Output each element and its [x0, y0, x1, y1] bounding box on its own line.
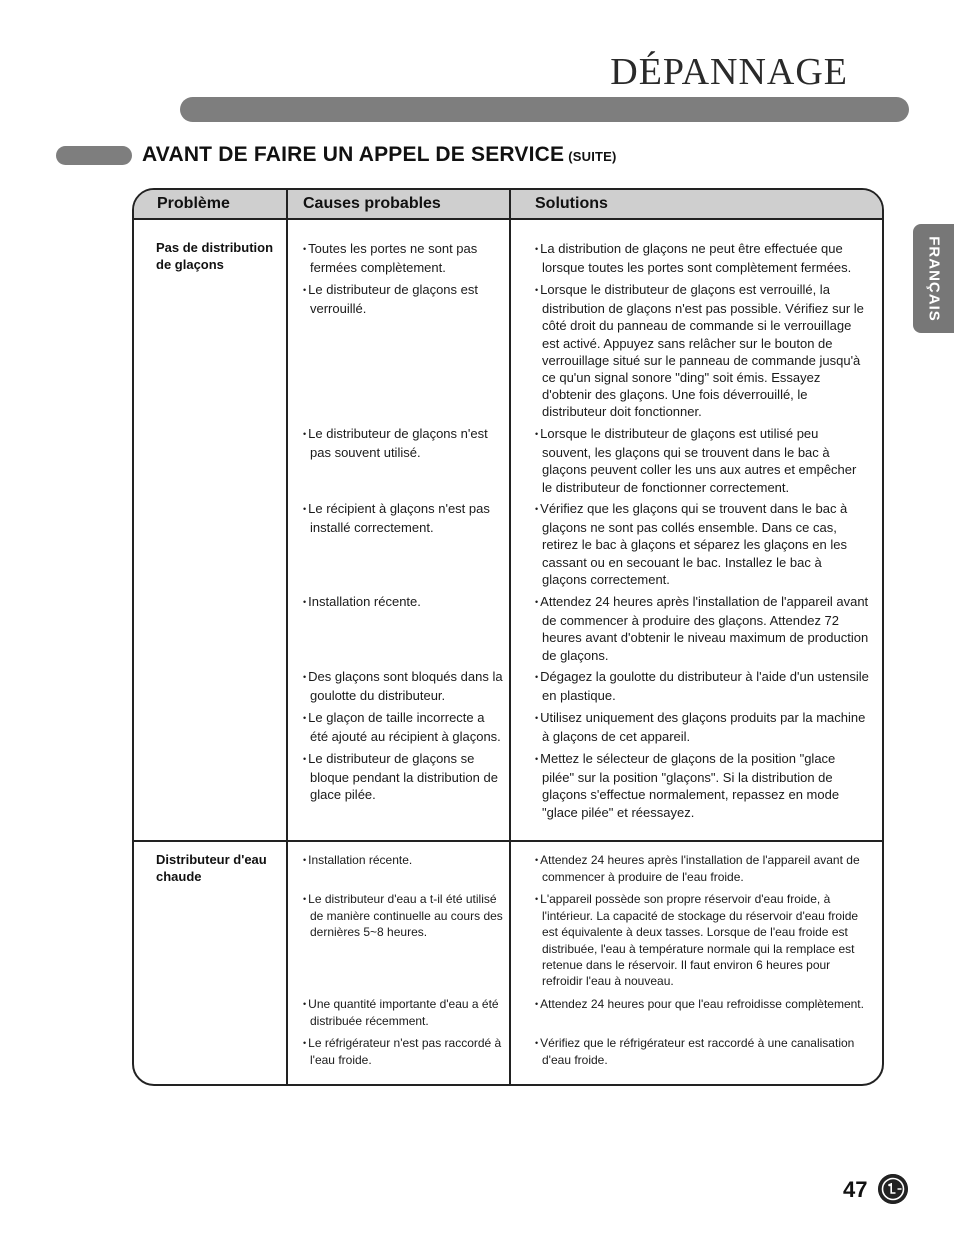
header-bar	[180, 97, 909, 122]
section-heading	[142, 143, 617, 167]
header-causes: Causes probables	[303, 195, 441, 212]
solution-item: • Vérifiez que les glaçons qui se trouvent dans le bac à glaçons ne sont pas collés ensemble. Dans ce cas, retirez le bac à glaçons et séparez les glaçons en les cassant ou en secouant le bac. Installez le bac à glaçons correctement.	[535, 500, 869, 588]
column-divider	[509, 190, 511, 1084]
solution-item: • Attendez 24 heures après l'installation de l'appareil avant de commencer à produire de l'eau froide.	[535, 852, 869, 885]
page-number: 47	[843, 1177, 868, 1202]
column-divider	[286, 190, 288, 1084]
solution-item: • Vérifiez que le réfrigérateur est raccordé à une canalisation d'eau froide.	[535, 1035, 869, 1068]
header-solutions: Solutions	[535, 195, 608, 212]
solution-item: • Lorsque le distributeur de glaçons est utilisé peu souvent, les glaçons qui se trouvent dans le bac à glaçons peuvent coller les uns aux autres et empêcher le distributeur de fonctionner correctement.	[535, 425, 869, 496]
cause-item: • Le récipient à glaçons n'est pas installé correctement.	[303, 500, 503, 536]
cause-item: • Une quantité importante d'eau a été distribuée récemment.	[303, 996, 503, 1029]
cause-item: • Le distributeur de glaçons n'est pas souvent utilisé.	[303, 425, 503, 461]
cause-item: • Le glaçon de taille incorrecte a été ajouté au récipient à glaçons.	[303, 709, 503, 745]
cause-item: • Le réfrigérateur n'est pas raccordé à l'eau froide.	[303, 1035, 503, 1068]
cause-item: • Installation récente.	[303, 593, 503, 612]
solution-item: • Dégagez la goulotte du distributeur à l'aide d'un ustensile en plastique.	[535, 668, 869, 704]
cause-item: • Le distributeur de glaçons se bloque pendant la distribution de glace pilée.	[303, 750, 503, 804]
table-header-row	[134, 190, 882, 220]
header-probleme: Problème	[157, 195, 230, 212]
section-heading-text: AVANT DE FAIRE UN APPEL DE SERVICE	[142, 143, 565, 166]
section-heading-suffix: (SUITE)	[568, 149, 617, 164]
solution-item: • La distribution de glaçons ne peut être effectuée que lorsque toutes les portes sont complètement fermées.	[535, 240, 869, 276]
cause-item: • Toutes les portes ne sont pas fermées complètement.	[303, 240, 503, 276]
section-pill	[56, 146, 132, 165]
troubleshooting-table	[132, 188, 884, 1086]
solution-item: • Attendez 24 heures pour que l'eau refroidisse complètement.	[535, 996, 869, 1013]
row-divider	[134, 840, 882, 842]
cause-item: • Le distributeur de glaçons est verrouillé.	[303, 281, 503, 317]
problem-label: Pas de distribution de glaçons	[156, 240, 274, 272]
lg-logo-icon	[878, 1174, 908, 1204]
cause-item: • Des glaçons sont bloqués dans la goulotte du distributeur.	[303, 668, 503, 704]
problem-label: Distributeur d'eau chaude	[156, 852, 267, 884]
language-tab-label: FRANÇAIS	[925, 235, 942, 322]
language-tab	[913, 224, 954, 333]
cause-item: • Installation récente.	[303, 852, 503, 869]
cause-item: • Le distributeur d'eau a t-il été utilisé de manière continuelle au cours des dernières 5~8 heures.	[303, 891, 503, 941]
solution-item: • Attendez 24 heures après l'installation de l'appareil avant de commencer à produire des glaçons. Attendez 72 heures avant d'obtenir le niveau maximum de production de glaçons.	[535, 593, 869, 664]
solution-item: • Lorsque le distributeur de glaçons est verrouillé, la distribution de glaçons n'est pas possible. Vérifiez sur le côté droit du panneau de commande si le verrouillage est activé. Appuyez sans relâcher sur le bouton de verrouillage situé sur le panneau de commande jusqu'à ce qu'un signal sonore "ding" soit émis. Essayez d'obtenir des glaçons. Une fois déverrouillé, le distributeur doit fonctionner.	[535, 281, 869, 421]
solution-item: • Mettez le sélecteur de glaçons de la position "glace pilée" sur la position "glaçons". Si la distribution de glaçons s'effectue normalement, repassez en mode "glace pilée" et réessayez.	[535, 750, 869, 821]
solution-item: • L'appareil possède son propre réservoir d'eau froide, à l'intérieur. La capacité de stockage du réservoir d'eau froide est équivalente à deux tasses. Lorsque de l'eau froide est distribuée, l'eau à température normale qui la remplace est retenue dans le réservoir. Il faut environ 6 heures pour refroidir l'eau à nouveau.	[535, 891, 869, 989]
solution-item: • Utilisez uniquement des glaçons produits par la machine à glaçons de cet appareil.	[535, 709, 869, 745]
page-title: DÉPANNAGE	[610, 51, 848, 93]
